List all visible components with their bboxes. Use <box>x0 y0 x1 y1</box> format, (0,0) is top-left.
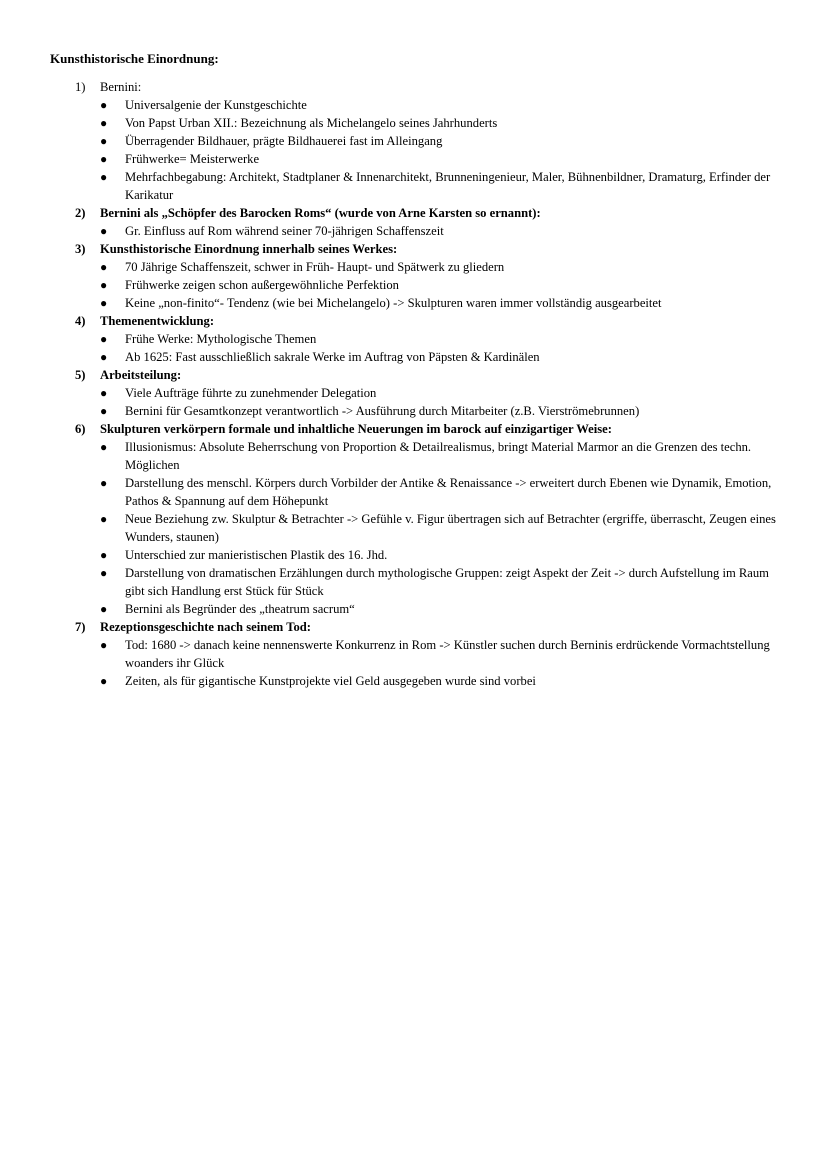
bullet-icon: ● <box>100 332 108 346</box>
page-title: Kunsthistorische Einordnung: <box>50 51 219 66</box>
bullet-text: Bernini als Begründer des „theatrum sacrum“ <box>125 602 355 616</box>
section-heading-text: Kunsthistorische Einordnung innerhalb seines Werkes: <box>100 242 398 256</box>
section-number: 3) <box>75 242 86 256</box>
bullet-text: 70 Jährige Schaffenszeit, schwer in Früh- Haupt- und Spätwerk zu gliedern <box>125 260 505 274</box>
bullet-icon: ● <box>100 170 108 184</box>
bullet-icon: ● <box>100 440 108 454</box>
section-heading <box>50 312 785 330</box>
list-item <box>50 96 785 114</box>
bullet-list <box>50 330 785 366</box>
list-item <box>50 150 785 168</box>
section-heading <box>50 204 785 222</box>
list-item <box>50 474 785 510</box>
section-heading-text: Arbeitsteilung: <box>100 368 182 382</box>
bullet-icon: ● <box>100 566 108 580</box>
bullet-text: Gr. Einfluss auf Rom während seiner 70-jährigen Schaffenszeit <box>125 224 444 238</box>
section-heading <box>50 618 785 636</box>
section-heading <box>50 420 785 438</box>
section-heading <box>50 366 785 384</box>
section-heading-text: Themenentwicklung: <box>100 314 215 328</box>
bullet-icon: ● <box>100 512 108 526</box>
bullet-icon: ● <box>100 116 108 130</box>
bullet-icon: ● <box>100 152 108 166</box>
section-number: 7) <box>75 620 86 634</box>
list-item <box>50 276 785 294</box>
bullet-list <box>50 258 785 312</box>
section-heading-text: Bernini: <box>100 80 142 94</box>
list-item <box>50 258 785 276</box>
list-item <box>50 294 785 312</box>
bullet-text: Tod: 1680 -> danach keine nennenswerte Konkurrenz in Rom -> Künstler suchen durch Berninis erdrückende Vormachtstellung woanders ihr Glück <box>125 638 770 670</box>
bullet-icon: ● <box>100 134 108 148</box>
section-heading-text: Bernini als „Schöpfer des Barocken Roms“ (wurde von Arne Karsten so ernannt): <box>100 206 541 220</box>
bullet-text: Überragender Bildhauer, prägte Bildhauerei fast im Alleingang <box>125 134 443 148</box>
section-list <box>50 78 785 690</box>
bullet-text: Unterschied zur manieristischen Plastik des 16. Jhd. <box>125 548 388 562</box>
section-5 <box>50 366 785 420</box>
section-6 <box>50 420 785 618</box>
list-item <box>50 402 785 420</box>
list-item <box>50 132 785 150</box>
list-item <box>50 222 785 240</box>
list-item <box>50 564 785 600</box>
section-7 <box>50 618 785 690</box>
section-3 <box>50 240 785 312</box>
section-heading <box>50 78 785 96</box>
section-number: 2) <box>75 206 86 220</box>
bullet-text: Neue Beziehung zw. Skulptur & Betrachter -> Gefühle v. Figur übertragen sich auf Betrachter (ergriffe, überrascht, Zeugen eines Wunders, staunen) <box>125 512 776 544</box>
bullet-text: Frühe Werke: Mythologische Themen <box>125 332 317 346</box>
bullet-icon: ● <box>100 404 108 418</box>
list-item <box>50 384 785 402</box>
list-item <box>50 330 785 348</box>
list-item <box>50 438 785 474</box>
list-item <box>50 510 785 546</box>
bullet-text: Von Papst Urban XII.: Bezeichnung als Michelangelo seines Jahrhunderts <box>125 116 498 130</box>
bullet-text: Mehrfachbegabung: Architekt, Stadtplaner & Innenarchitekt, Brunneningenieur, Maler, Bühnenbildner, Dramaturg, Erfinder der Karikatur <box>125 170 771 202</box>
list-item <box>50 600 785 618</box>
bullet-list <box>50 438 785 618</box>
list-item <box>50 168 785 204</box>
bullet-text: Bernini für Gesamtkonzept verantwortlich -> Ausführung durch Mitarbeiter (z.B. Vierströmebrunnen) <box>125 404 640 418</box>
bullet-list <box>50 636 785 690</box>
bullet-text: Keine „non-finito“- Tendenz (wie bei Michelangelo) -> Skulpturen waren immer vollständig ausgearbeitet <box>125 296 662 310</box>
bullet-list <box>50 96 785 204</box>
section-heading <box>50 240 785 258</box>
bullet-icon: ● <box>100 602 108 616</box>
bullet-text: Ab 1625: Fast ausschließlich sakrale Werke im Auftrag von Päpsten & Kardinälen <box>125 350 540 364</box>
section-number: 4) <box>75 314 86 328</box>
section-heading-text: Rezeptionsgeschichte nach seinem Tod: <box>100 620 311 634</box>
bullet-icon: ● <box>100 350 108 364</box>
list-item <box>50 672 785 690</box>
list-item <box>50 348 785 366</box>
section-number: 1) <box>75 80 86 94</box>
bullet-text: Frühwerke zeigen schon außergewöhnliche Perfektion <box>125 278 399 292</box>
bullet-text: Universalgenie der Kunstgeschichte <box>125 98 307 112</box>
bullet-icon: ● <box>100 296 108 310</box>
list-item <box>50 546 785 564</box>
bullet-icon: ● <box>100 260 108 274</box>
bullet-text: Illusionismus: Absolute Beherrschung von Proportion & Detailrealismus, bringt Material Marmor an die Grenzen des techn. Möglichen <box>125 440 752 472</box>
section-heading-text: Skulpturen verkörpern formale und inhaltliche Neuerungen im barock auf einzigartiger Weise: <box>100 422 612 436</box>
bullet-text: Zeiten, als für gigantische Kunstprojekte viel Geld ausgegeben wurde sind vorbei <box>125 674 536 688</box>
bullet-text: Viele Aufträge führte zu zunehmender Delegation <box>125 386 377 400</box>
list-item <box>50 114 785 132</box>
bullet-icon: ● <box>100 224 108 238</box>
list-item <box>50 636 785 672</box>
section-1 <box>50 78 785 204</box>
section-2 <box>50 204 785 240</box>
bullet-icon: ● <box>100 278 108 292</box>
bullet-icon: ● <box>100 548 108 562</box>
bullet-text: Frühwerke= Meisterwerke <box>125 152 260 166</box>
section-number: 6) <box>75 422 86 436</box>
bullet-text: Darstellung des menschl. Körpers durch Vorbilder der Antike & Renaissance -> erweitert durch Ebenen wie Dynamik, Emotion, Pathos & Spannung auf dem Höhepunkt <box>125 476 772 508</box>
section-4 <box>50 312 785 366</box>
bullet-icon: ● <box>100 638 108 652</box>
bullet-icon: ● <box>100 386 108 400</box>
bullet-list <box>50 384 785 420</box>
bullet-list <box>50 222 785 240</box>
bullet-icon: ● <box>100 476 108 490</box>
section-number: 5) <box>75 368 86 382</box>
bullet-icon: ● <box>100 98 108 112</box>
bullet-icon: ● <box>100 674 108 688</box>
bullet-text: Darstellung von dramatischen Erzählungen durch mythologische Gruppen: zeigt Aspekt der Zeit -> durch Aufstellung im Raum gibt sich Handlung erst Stück für Stück <box>125 566 769 598</box>
